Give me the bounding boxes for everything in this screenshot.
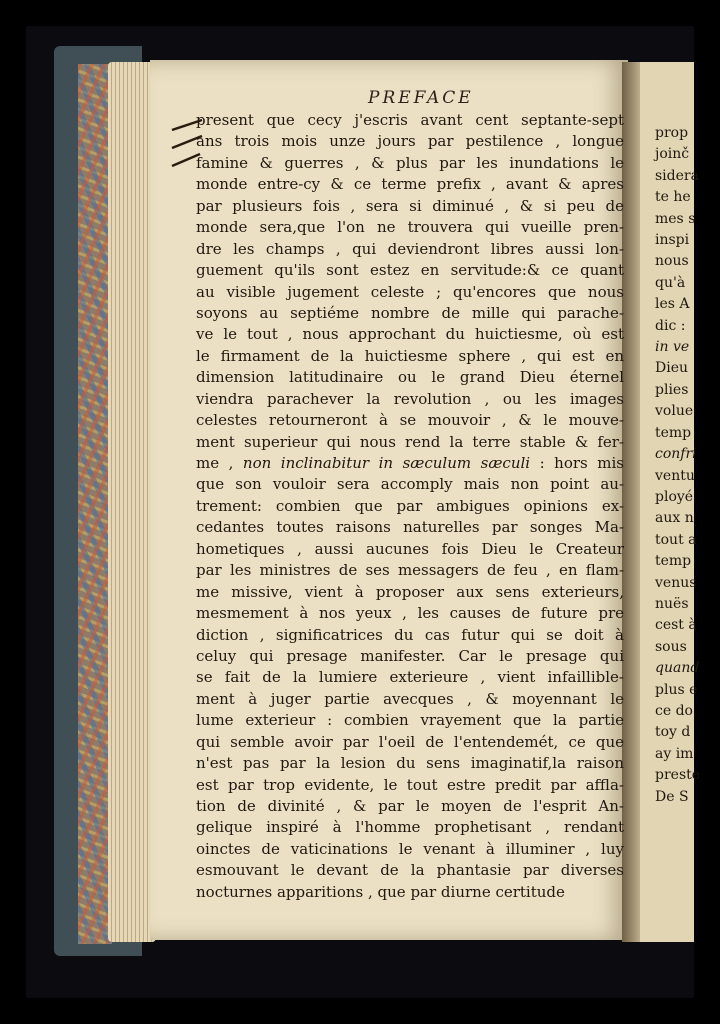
text-line: dimension latitudinaire ou le grand Dieu éternel xyxy=(196,368,624,387)
page-body xyxy=(196,110,624,903)
facing-line: les A xyxy=(655,296,690,313)
text-line: guement qu'ils sont estez en servitude:& ce quant xyxy=(196,261,624,280)
text-line: est par trop evidente, le tout estre predit par affla- xyxy=(196,775,624,794)
facing-line: ay im xyxy=(655,745,694,762)
facing-line: sous xyxy=(655,638,687,655)
facing-line: De S xyxy=(655,788,689,805)
text-line: ment à juger partie avecques , & moyennant le xyxy=(196,689,624,708)
text-line: me missive, vient à proposer aux sens exterieurs, xyxy=(196,582,624,601)
facing-line: ventu xyxy=(655,467,695,484)
text-line: mesmement à nos yeux , les causes de future pre xyxy=(196,604,624,623)
latin-phrase: non inclinabitur in sæculum sæculi xyxy=(242,454,531,472)
marbled-endpaper xyxy=(78,64,112,944)
text-line: monde sera,que l'on ne trouvera qui vueille pren- xyxy=(196,218,624,237)
facing-line: dic : xyxy=(655,317,686,334)
text-line: nocturnes apparitions , que par diurne certitude xyxy=(196,882,565,901)
facing-line: temp xyxy=(655,424,692,441)
facing-line: aux n xyxy=(655,510,694,527)
text-line: dre les champs , qui deviendront libres aussi lon- xyxy=(196,239,624,258)
text-line: ment superieur qui nous rend la terre stable & fer- xyxy=(196,432,624,451)
text-line: lume exterieur : combien vrayement que la partie xyxy=(196,711,624,730)
text-line: esmouvant le devant de la phantasie par diverses xyxy=(196,861,624,880)
facing-line: Dieu xyxy=(655,360,689,377)
facing-line: te he xyxy=(655,189,691,206)
facing-line: toy d xyxy=(655,724,691,741)
text-line: viendra parachever la revolution , ou les images xyxy=(196,389,624,408)
facing-line: prop xyxy=(655,125,689,141)
facing-line: inspi xyxy=(655,232,690,249)
line-end: : hors mis xyxy=(539,454,624,472)
text-line: hometiques , aussi aucunes fois Dieu le Createur xyxy=(196,539,624,558)
facing-line: volue xyxy=(655,403,694,420)
facing-line: sidera xyxy=(655,167,699,184)
facing-line: temp xyxy=(655,553,692,570)
facing-line: venus xyxy=(655,574,697,591)
text-line: celuy qui presage manifester. Car le presage qui xyxy=(196,646,624,665)
text-line: ans trois mois unze jours par pestilence , longue xyxy=(196,132,624,151)
facing-line: cest à xyxy=(655,617,697,634)
facing-line: plus e xyxy=(655,681,698,698)
facing-line: tout a xyxy=(655,531,697,548)
page-edges xyxy=(108,62,156,942)
facing-line: nous xyxy=(655,253,689,270)
text-line: se fait de la lumiere exterieure , vient infaillible- xyxy=(196,668,624,687)
text-line: ve le tout , nous approchant du huictiesme, où est xyxy=(196,325,624,344)
text-line: tion de divinité , & par le moyen de l'esprit An- xyxy=(196,797,624,815)
text-line: le firmament de la huictiesme sphere , qui est en xyxy=(196,346,624,365)
text-line: monde entre-cy & ce terme prefix , avant & apres xyxy=(196,175,624,194)
text-line: qui semble avoir par l'oeil de l'entendemét, ce que xyxy=(196,732,624,751)
line-start: me , xyxy=(196,454,234,472)
facing-page-text xyxy=(655,123,700,808)
facing-line: qu'à xyxy=(655,274,686,291)
running-head: PREFACE xyxy=(368,88,474,108)
text-line: soyons au septiéme nombre de mille qui parache- xyxy=(196,303,624,322)
facing-line: nuës xyxy=(655,595,689,612)
text-line: n'est pas par la lesion du sens imaginatif,la raison xyxy=(196,754,624,773)
text-line: present que cecy j'escris avant cent septante-sept xyxy=(196,111,624,129)
text-line: trement: combien que par ambigues opinions ex- xyxy=(196,496,624,515)
facing-line: in ve xyxy=(655,339,690,356)
facing-line: ce do xyxy=(655,702,693,719)
text-line: diction , significatrices du cas futur qui se doit à xyxy=(196,625,624,644)
facing-line: preste xyxy=(655,767,701,784)
facing-line: confri xyxy=(655,446,697,463)
text-line: cedantes toutes raisons naturelles par songes Ma- xyxy=(196,518,624,537)
text-line: que son vouloir sera accomply mais non point au- xyxy=(196,475,624,494)
text-line: par plusieurs fois , sera si diminué , & si peu de xyxy=(196,196,624,215)
text-line: gelique inspiré à l'homme prophetisant , rendant xyxy=(196,818,624,837)
text-line: au visible jugement celeste ; qu'encores que nous xyxy=(196,282,624,301)
facing-line: plies xyxy=(655,381,689,398)
text-line: par les ministres de ses messagers de feu , en flam- xyxy=(196,561,624,580)
text-line: oinctes de vaticinations le venant à illuminer , luy xyxy=(196,839,624,858)
text-line: celestes retourneront à se mouvoir , & le mouve- xyxy=(196,411,624,430)
facing-line: mes s xyxy=(655,210,696,227)
text-line: famine & guerres , & plus par les inundations le xyxy=(196,153,624,172)
text-line-latin xyxy=(196,453,624,474)
facing-line: ployé xyxy=(655,488,694,505)
facing-line: quand xyxy=(655,660,700,677)
facing-line: joinč xyxy=(655,146,690,163)
